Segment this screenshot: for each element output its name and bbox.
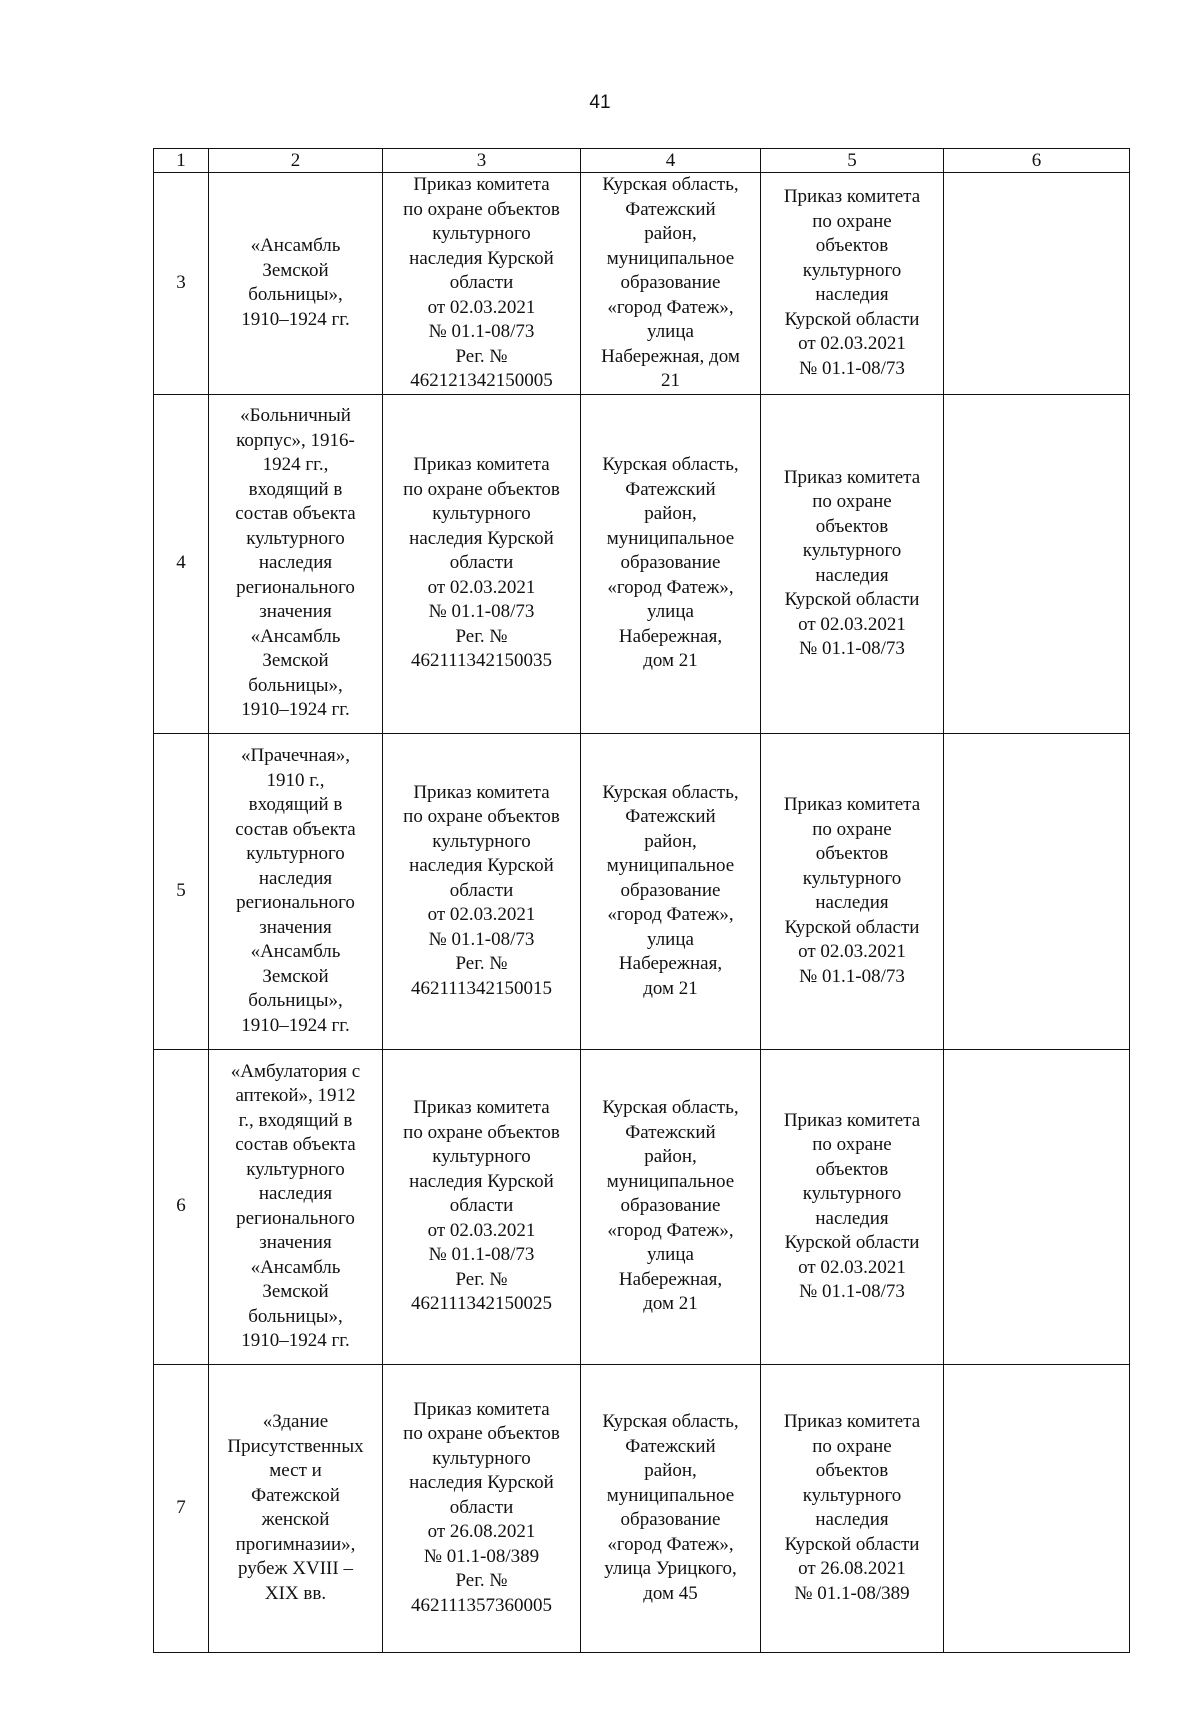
object-address: Курская область, Фатежский район, муниципальное образование «город Фатеж», улица Набережная, дом 21: [581, 733, 761, 1049]
registration-document: Приказ комитета по охране объектов культурного наследия Курской области от 02.03.2021 № 01.1-08/73 Рег. № 462111342150035: [383, 394, 581, 733]
table-row: [154, 1364, 1130, 1652]
table-row: [154, 173, 1130, 395]
protection-order: Приказ комитета по охране объектов культурного наследия Курской области от 26.08.2021 № 01.1-08/389: [761, 1364, 944, 1652]
protection-order: Приказ комитета по охране объектов культурного наследия Курской области от 02.03.2021 № 01.1-08/73: [761, 1049, 944, 1364]
registration-document: Приказ комитета по охране объектов культурного наследия Курской области от 02.03.2021 № 01.1-08/73 Рег. № 462111342150025: [383, 1049, 581, 1364]
header-cell: 6: [944, 149, 1130, 173]
object-name: «Прачечная», 1910 г., входящий в состав объекта культурного наследия регионального значения «Ансамбль Земской больницы», 1910–1924 гг.: [209, 733, 383, 1049]
object-name: «Здание Присутственных мест и Фатежской женской прогимназии», рубеж XVIII – XIX вв.: [209, 1364, 383, 1652]
header-cell: 3: [383, 149, 581, 173]
header-cell: 2: [209, 149, 383, 173]
page-number: 41: [589, 92, 611, 113]
notes-cell: [944, 173, 1130, 395]
object-address: Курская область, Фатежский район, муниципальное образование «город Фатеж», улица Набережная, дом 21: [581, 394, 761, 733]
row-number: 5: [154, 733, 209, 1049]
protection-order: Приказ комитета по охране объектов культурного наследия Курской области от 02.03.2021 № 01.1-08/73: [761, 394, 944, 733]
header-cell: 4: [581, 149, 761, 173]
notes-cell: [944, 1049, 1130, 1364]
table-row: [154, 733, 1130, 1049]
row-number: 3: [154, 173, 209, 395]
table-row: [154, 1049, 1130, 1364]
row-number: 4: [154, 394, 209, 733]
object-address: Курская область, Фатежский район, муниципальное образование «город Фатеж», улица Набережная, дом 21: [581, 173, 761, 395]
object-name: «Больничный корпус», 1916- 1924 гг., входящий в состав объекта культурного наследия регионального значения «Ансамбль Земской больницы», 1910–1924 гг.: [209, 394, 383, 733]
header-cell: 1: [154, 149, 209, 173]
heritage-registry-table: [153, 148, 1130, 1653]
notes-cell: [944, 394, 1130, 733]
table-header-row: [154, 149, 1130, 173]
notes-cell: [944, 1364, 1130, 1652]
object-name: «Ансамбль Земской больницы», 1910–1924 гг.: [209, 173, 383, 395]
object-address: Курская область, Фатежский район, муниципальное образование «город Фатеж», улица Урицкого, дом 45: [581, 1364, 761, 1652]
table-row: [154, 394, 1130, 733]
header-cell: 5: [761, 149, 944, 173]
protection-order: Приказ комитета по охране объектов культурного наследия Курской области от 02.03.2021 № 01.1-08/73: [761, 733, 944, 1049]
row-number: 6: [154, 1049, 209, 1364]
object-address: Курская область, Фатежский район, муниципальное образование «город Фатеж», улица Набережная, дом 21: [581, 1049, 761, 1364]
protection-order: Приказ комитета по охране объектов культурного наследия Курской области от 02.03.2021 № 01.1-08/73: [761, 173, 944, 395]
row-number: 7: [154, 1364, 209, 1652]
notes-cell: [944, 733, 1130, 1049]
registration-document: Приказ комитета по охране объектов культурного наследия Курской области от 02.03.2021 № 01.1-08/73 Рег. № 462121342150005: [383, 173, 581, 395]
registration-document: Приказ комитета по охране объектов культурного наследия Курской области от 26.08.2021 № 01.1-08/389 Рег. № 462111357360005: [383, 1364, 581, 1652]
object-name: «Амбулатория с аптекой», 1912 г., входящий в состав объекта культурного наследия регионального значения «Ансамбль Земской больницы», 1910–1924 гг.: [209, 1049, 383, 1364]
registration-document: Приказ комитета по охране объектов культурного наследия Курской области от 02.03.2021 № 01.1-08/73 Рег. № 462111342150015: [383, 733, 581, 1049]
